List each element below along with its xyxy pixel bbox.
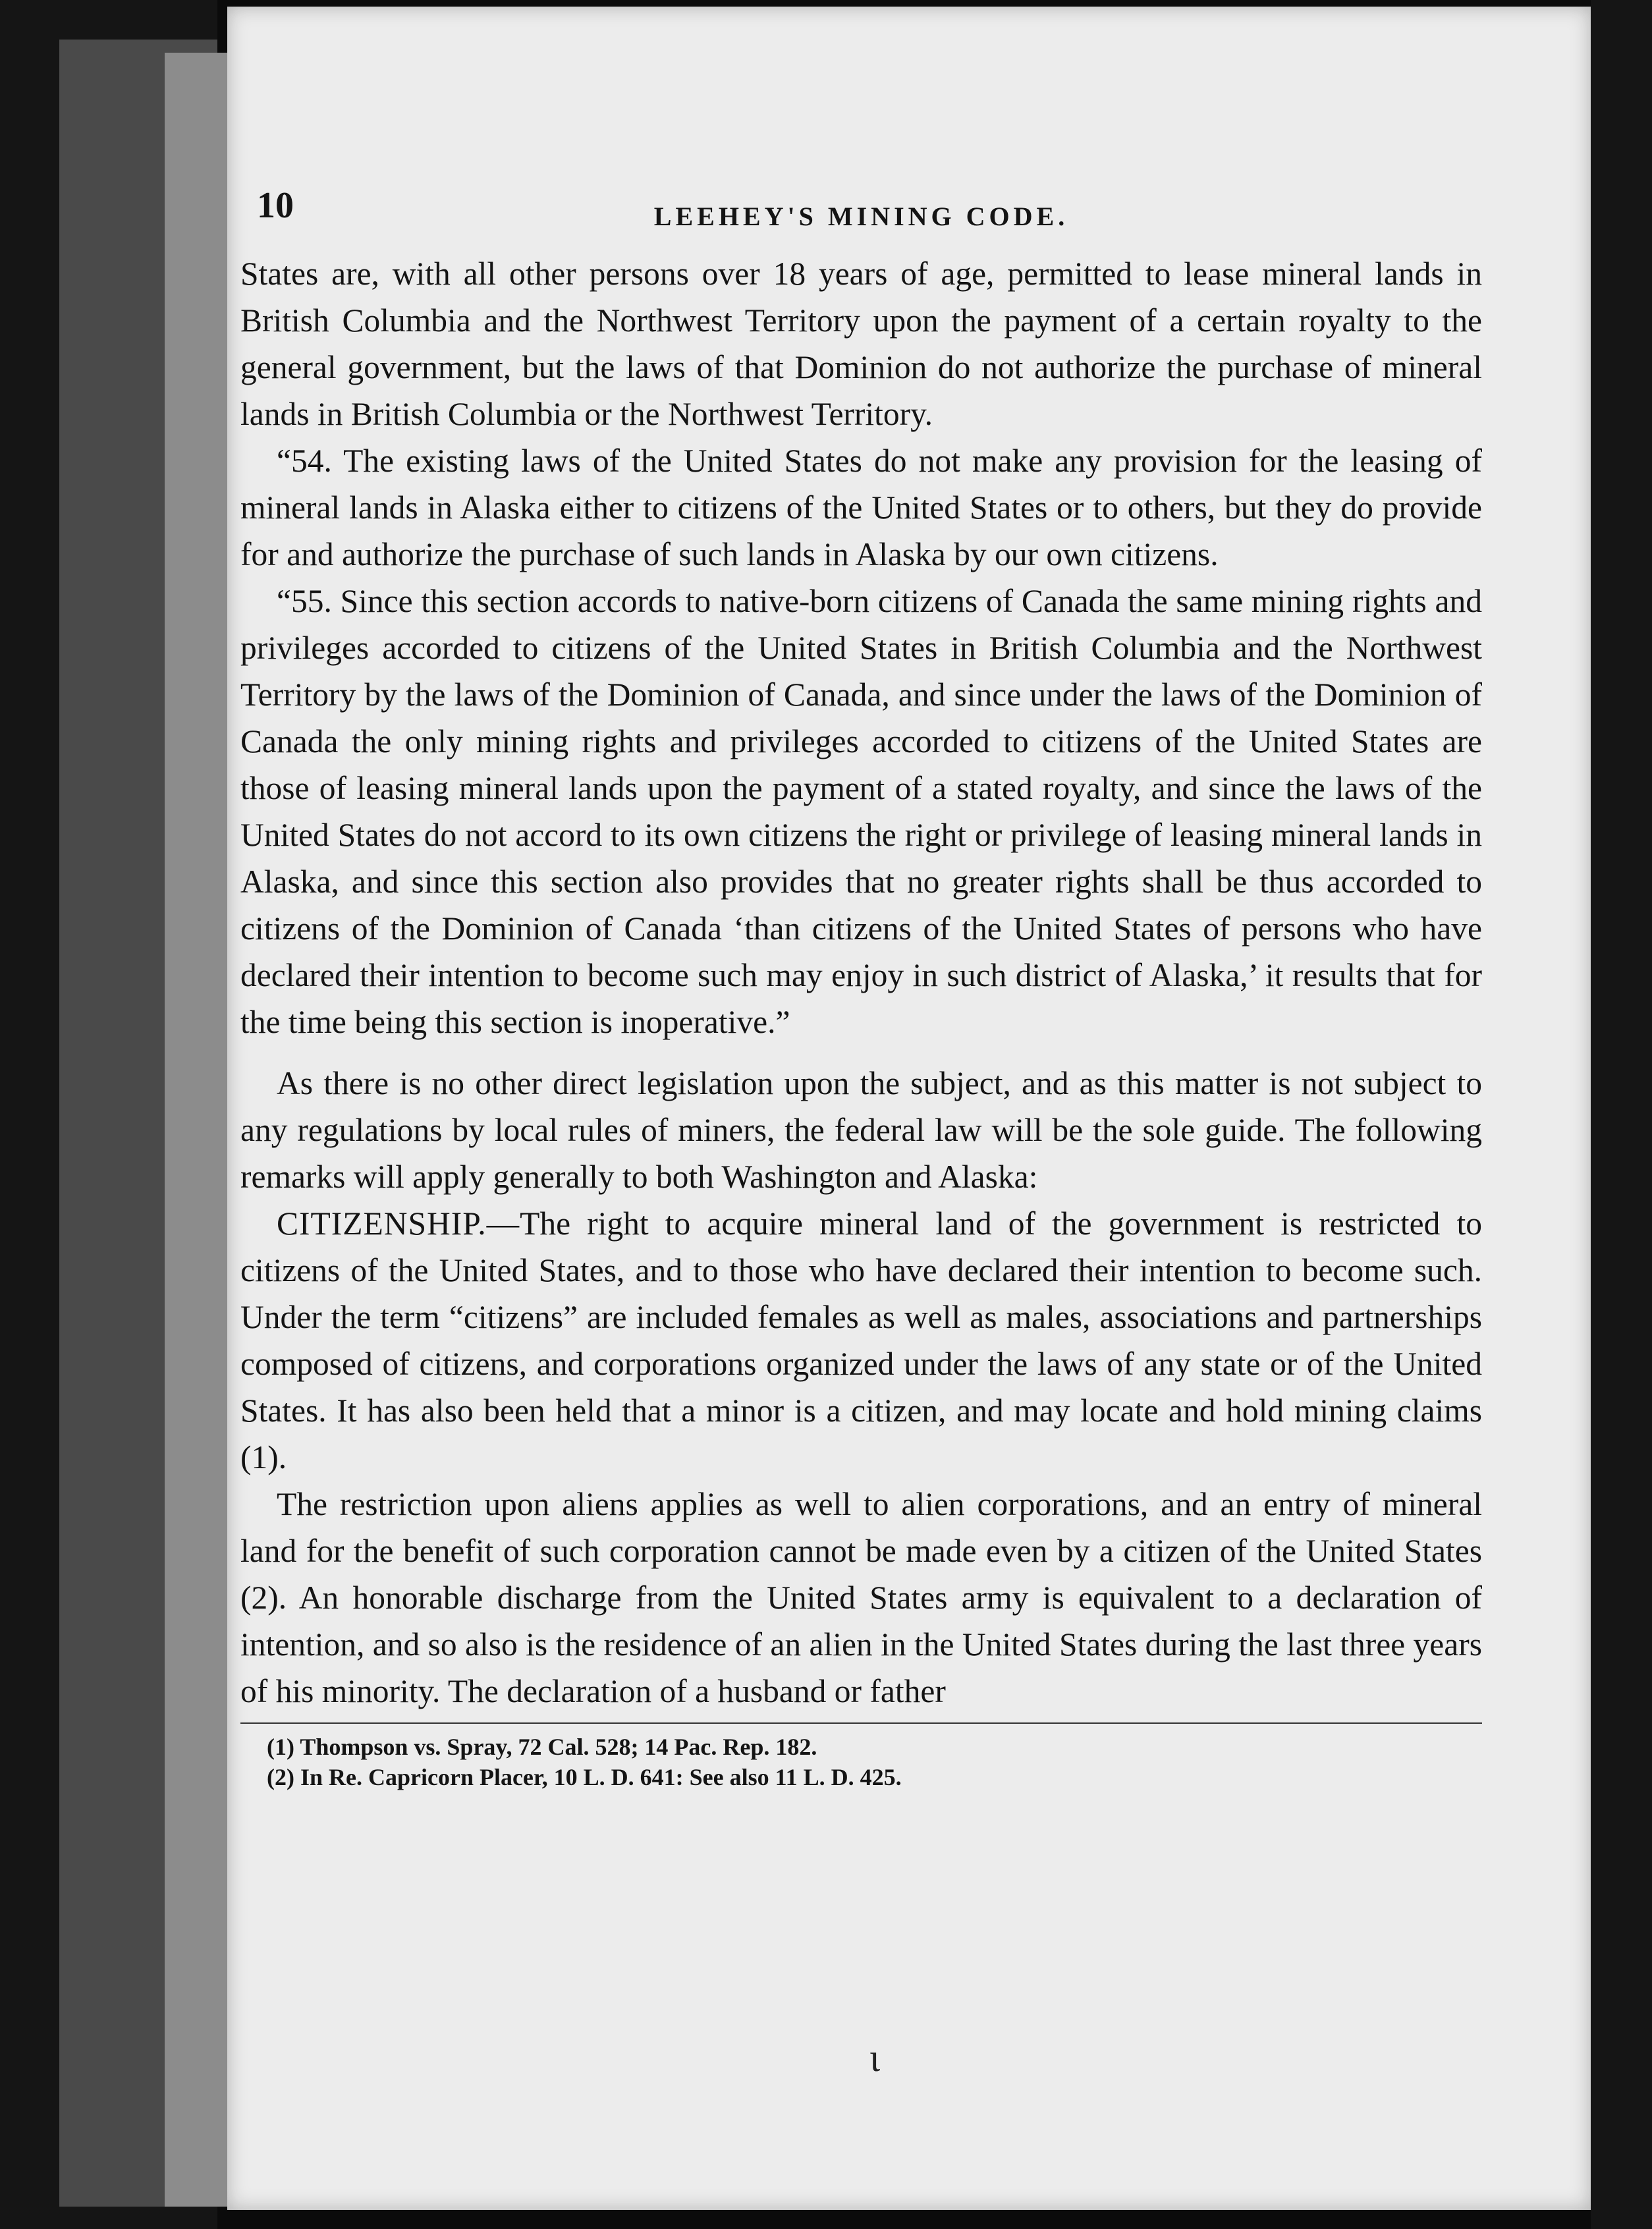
citizenship-heading: CITIZENSHIP.— [277,1205,520,1242]
page-number: 10 [257,185,294,226]
footnote-rule [240,1722,1482,1724]
book-spine-edge [165,53,237,2207]
footnote-1: (1) Thompson vs. Spray, 72 Cal. 528; 14 Pac. Rep. 182. [267,1734,817,1760]
footnotes [240,1732,1482,1792]
paragraph-legislation: As there is no other direct legislation upon the subject, and as this matter is not subject to any regulations by local rules of miners, the federal law will be the sole guide. The following remarks will apply generally to both Washington and Alaska: [240,1065,1482,1195]
citizenship-text: The right to acquire mineral land of the government is restricted to citizens of the United States, and to those who have declared their intention to become such. Under the term “citizens” are included females as well as males, associations and partnerships composed of citizens, and corporations organized under the laws of any state or of the United States. It has also been held that a minor is a citizen, and may locate and hold mining claims (1). [240,1205,1482,1475]
ink-mark: ɩ [869,2036,881,2079]
scan-right-edge [1591,0,1652,2229]
page-content [240,165,1482,1792]
paragraph-citizenship [240,1200,1482,1481]
body-text [240,250,1482,1715]
page-header [240,165,1482,250]
footnote-2: (2) In Re. Capricorn Placer, 10 L. D. 641: See also 11 L. D. 425. [267,1764,902,1790]
paragraph-continuation: States are, with all other persons over 18 years of age, permitted to lease mineral lands in British Columbia and the Northwest Territory upon the payment of a certain royalty to the general government, but the laws of that Dominion do not authorize the purchase of mineral lands in British Columbia or the Northwest Territory. [240,256,1482,432]
paragraph-aliens: The restriction upon aliens applies as well to alien corporations, and an entry of mineral land for the benefit of such corporation cannot be made even by a citizen of the United States (2). An honorable discharge from the United States army is equivalent to a declaration of intention, and so also is the residence of an alien in the United States during the last three years of his minority. The declaration of a husband or father [240,1486,1482,1709]
running-head: LEEHEY'S MINING CODE. [653,202,1069,231]
paragraph-54: “54. The existing laws of the United States do not make any provision for the leasing of mineral lands in Alaska either to citizens of the United States or to others, but they do provide for and authorize the purchase of such lands in Alaska by our own citizens. [240,443,1482,572]
paragraph-55: “55. Since this section accords to native-born citizens of Canada the same mining rights and privileges accorded to citizens of the United States in British Columbia and the Northwest Territory by the laws of the Dominion of Canada, and since under the laws of the Dominion of Canada the only mining rights and privileges accorded to citizens of the United States are those of leasing mineral lands upon the payment of a stated royalty, and since the laws of the United States do not accord to its own citizens the right or privilege of leasing mineral lands in Alaska, and since this section also provides that no greater rights shall be thus accorded to citizens of the Dominion of Canada ‘than citizens of the United States of persons who have declared their intention to become such may enjoy in such district of Alaska,’ it results that for the time being this section is inoperative.” [240,583,1482,1040]
